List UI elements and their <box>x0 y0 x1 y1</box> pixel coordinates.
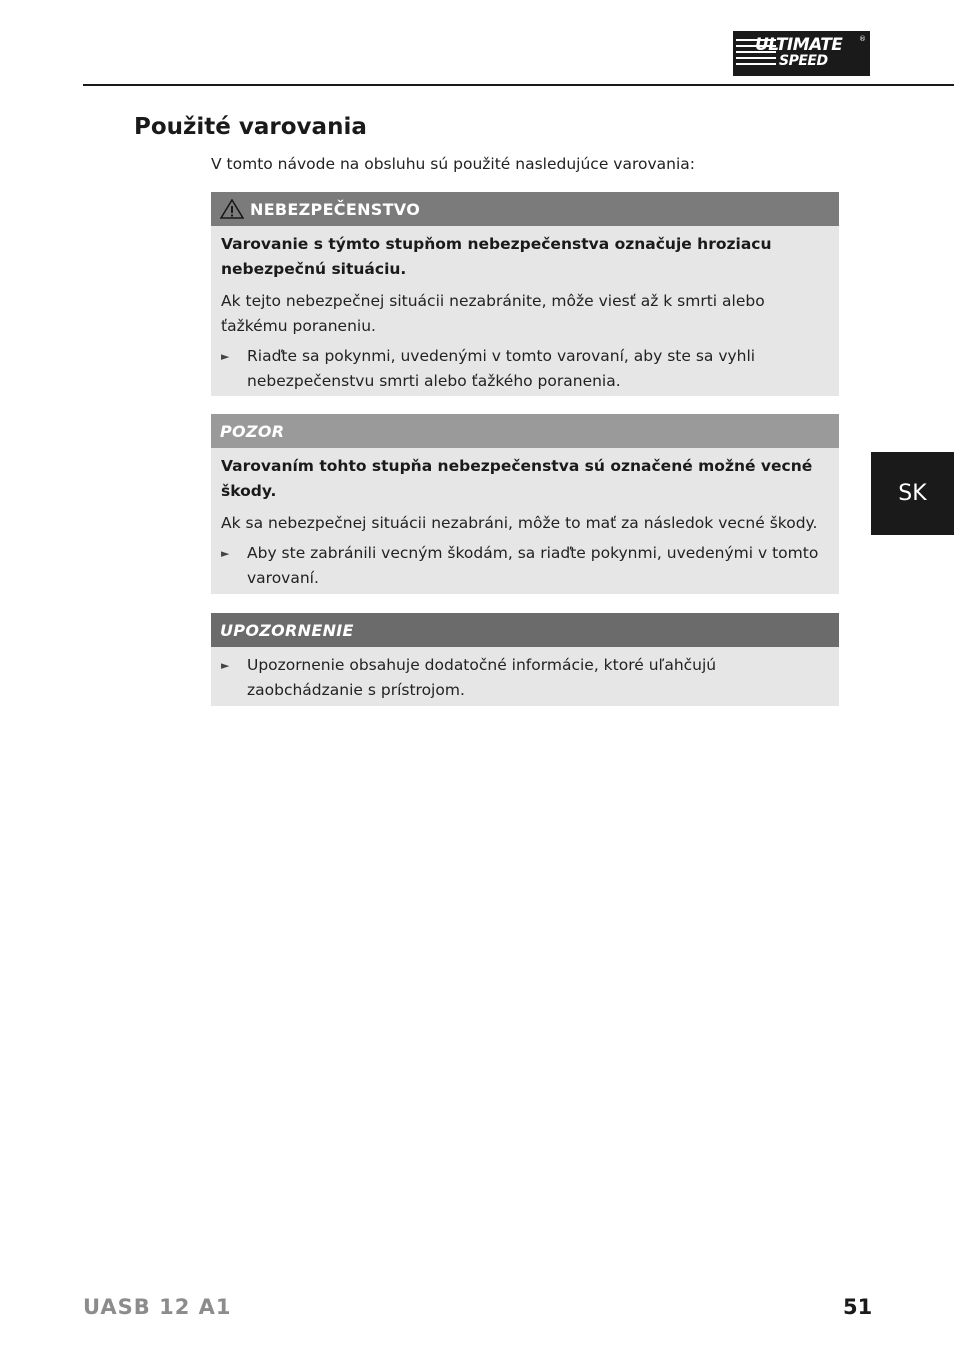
header-rule <box>83 84 954 86</box>
page-number: 51 <box>843 1295 873 1319</box>
danger-header-label: NEBEZPEČENSTVO <box>250 199 421 219</box>
caution-warning-box <box>211 414 839 594</box>
footer-model: UASB 12 A1 <box>83 1295 232 1319</box>
warning-triangle-icon <box>220 199 244 219</box>
intro-text: V tomto návode na obsluhu sú použité nasledujúce varovania: <box>211 155 695 173</box>
caution-lead: Varovaním tohto stupňa nebezpečenstva sú označené možné vecné škody. <box>221 457 813 500</box>
brand-logo <box>733 31 870 76</box>
caution-bullet <box>221 541 829 591</box>
bullet-arrow-icon: ► <box>221 659 230 672</box>
danger-warning-box <box>211 192 839 396</box>
caution-header-label: POZOR <box>220 421 285 441</box>
danger-bullet-text: Riaďte sa pokynmi, uvedenými v tomto varovaní, aby ste sa vyhli nebezpečenstvu smrti alebo ťažkého poranenia. <box>247 347 756 390</box>
language-tab: SK <box>871 452 954 535</box>
caution-header <box>211 414 839 448</box>
notice-bullet-text: Upozornenie obsahuje dodatočné informácie, ktoré uľahčujú zaobchádzanie s prístrojom. <box>247 656 717 699</box>
notice-bullet <box>221 653 829 703</box>
notice-header <box>211 613 839 647</box>
danger-lead: Varovanie s týmto stupňom nebezpečenstva označuje hroziacu nebezpečnú situáciu. <box>221 235 772 278</box>
danger-header <box>211 192 839 226</box>
caution-bullet-text: Aby ste zabránili vecným škodám, sa riaďte pokynmi, uvedenými v tomto varovaní. <box>247 544 819 587</box>
logo-text-speed: SPEED <box>779 53 828 69</box>
registered-mark: ® <box>859 35 866 43</box>
danger-text: Ak tejto nebezpečnej situácii nezabránite, môže viesť až k smrti alebo ťažkému poraneniu. <box>221 292 765 335</box>
caution-text: Ak sa nebezpečnej situácii nezabráni, môže to mať za následok vecné škody. <box>221 514 818 532</box>
bullet-arrow-icon: ► <box>221 547 230 560</box>
danger-bullet <box>221 344 829 394</box>
notice-box <box>211 613 839 706</box>
bullet-arrow-icon: ► <box>221 350 230 363</box>
logo-text-ultimate: ULTIMATE <box>755 35 843 55</box>
notice-header-label: UPOZORNENIE <box>220 620 354 640</box>
page-title: Použité varovania <box>134 114 367 140</box>
